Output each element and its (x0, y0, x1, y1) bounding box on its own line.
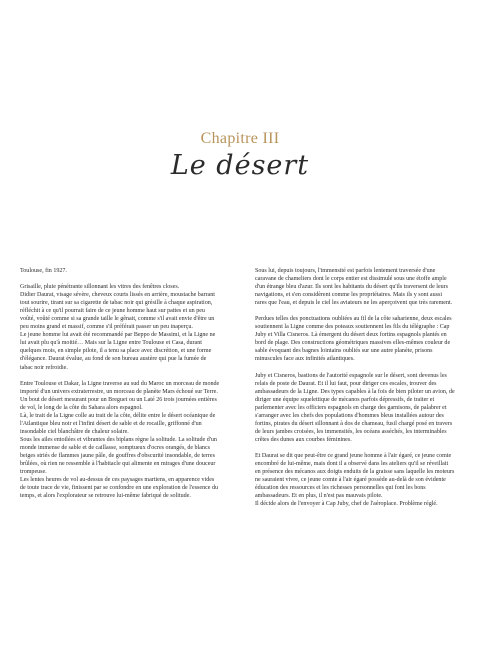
paragraph: Perdues telles des ponctuations oubliées au fil de la côte saharienne, deux escales soutiennent la Ligne comme des poteaux soutiennent les fils du télégraphe : Cap Juby et Villa Cisneros. Là émergent du désert deux fortins espagnols plantés en bord de plage. Des constructions géométriques massives elles-mêmes couleur de sable évoquant des bagnes lointains oubliés sur une autre planète, prisons minuscules face aux infinités atlantiques. (255, 316, 452, 363)
chapter-label: Chapitre III (200, 130, 280, 147)
paragraph: Didier Daurat, visage sévère, cheveux courts lissés en arrière, moustache barrant tout sourire, tirant sur sa cigarette de tabac noir qui grésille à chaque aspiration, réfléchit à ce qu'il pourrait faire de ce jeune homme haut sur pattes et un peu voûté, voûté comme si sa grande taille le gênait, comme s'il avait envie d'être un peu moins grand et massif, comme s'il préférait passer un peu inaperçu. (20, 292, 215, 331)
chapter-title: Le désert (170, 150, 310, 181)
paragraph: Les lentes heures de vol au-dessus de ces paysages martiens, en apparence vides de toute trace de vie, finissent par se confondre en une exploration de l'essence du temps, et alors l'explorateur se retrouve lui-même fabriqué de solitude. (20, 477, 219, 500)
paragraph: Sous les ailes entoilées et vibrantes des biplans règne la solitude. La solitude d'un monde immense de sable et de caillasse, somptueux d'ocres orangés, de blancs beiges striés de flammes jaune pâle, de gouffres d'obscurité insondable, de terres brûlées, où rien ne ressemble à l'habitacle qui alimente en mirages d'une douceur trompeuse. (20, 436, 217, 476)
paragraph: Entre Toulouse et Dakar, la Ligne traverse au sud du Maroc un morceau de monde importé d'un univers extraterrestre, un morceau de planète Mars échoué sur Terre. (20, 380, 220, 395)
paragraph: Là, le trait de la Ligne colle au trait de la côte, délite entre le désert océanique de l'Atlantique bleu noir et l'infini désert de sable et de rocaille, griffonné d'un insondable ciel blanchâtre de chaleur solaire. (20, 412, 216, 435)
paragraph: Grisaille, pluie pénétrante sillonnant les vitres des fenêtres closes. (20, 284, 180, 291)
paragraph: Un bout de désert mesurant pour un Breguet ou un Laté 26 trois journées entières de vol, le long de la côte du Sahara alors espagnol. (20, 396, 217, 411)
paragraph: Le jeune homme lui avait été recommandé par Beppo de Massimi, et la Ligne ne lui avait plu qu'à moitié… Mais sur la Ligne entre Toulouse et Casa, durant quelques mois, en simple pilote, il a tenu sa place avec discrétion, et une forme d'élégance. Daurat évalue, au fond de son bureau austère qui pue la fumée de tabac noir refroidie. (20, 332, 216, 371)
left-text-column (20, 267, 220, 508)
paragraph: Et Daurat se dit que peut-être ce grand jeune homme à l'air égaré, ce jeune comte encombré de lui-même, mais dont il a observé dans les ateliers qu'il se réveillait en présence des mécanos aux doigts enduits de la graisse sans laquelle les moteurs ne sauraient vivre, ce jeune comte à l'air égaré possède au-delà de son évidente éducation des ressources et les richesses personnelles qui font les bons ambassadeurs. Et en plus, il n'est pas mauvais pilote. (255, 452, 455, 500)
paragraph: Toulouse, fin 1927. (20, 268, 67, 274)
paragraph: Juby et Cisneros, bastions de l'autorité espagnole sur le désert, sont devenus les relais de poste de Daurat. Et il lui faut, pour diriger ces escales, trouver des ambassadeurs de la Ligne. Des types capables à la fois de bien piloter un avion, de diriger une équipe squelettique de mécanos parfois dépressifs, de traiter et parlementer avec les officiers espagnols en charge des garnisons, de palabrer et s'arranger avec les chefs des populations d'hommes bleus installées autour des fortins, pirates du désert sillonnant à dos de chameau, fusil chargé posé en travers de leurs jambes croisées, les immensités, les océans asséchés, les interminables crêtes des dunes aux courbes féminines. (255, 372, 455, 443)
right-text-column (255, 267, 455, 516)
paragraph: Il décide alors de l'envoyer à Cap Juby, chef de l'aéroplace. Problème réglé. (255, 501, 438, 508)
paragraph: Sous lui, depuis toujours, l'immensité est parfois lentement traversée d'une caravane de chameliers dont le corps entier est dissimulé sous une étoffe ample d'un étrange bleu d'azur. Ils sont les habitants du désert qu'ils traversent de leurs navigations, et s'en considèrent comme les propriétaires. Mais ils y sont aussi rares que l'eau, et depuis le ciel les aviateurs ne les aperçoivent que très rarement. (255, 268, 453, 307)
